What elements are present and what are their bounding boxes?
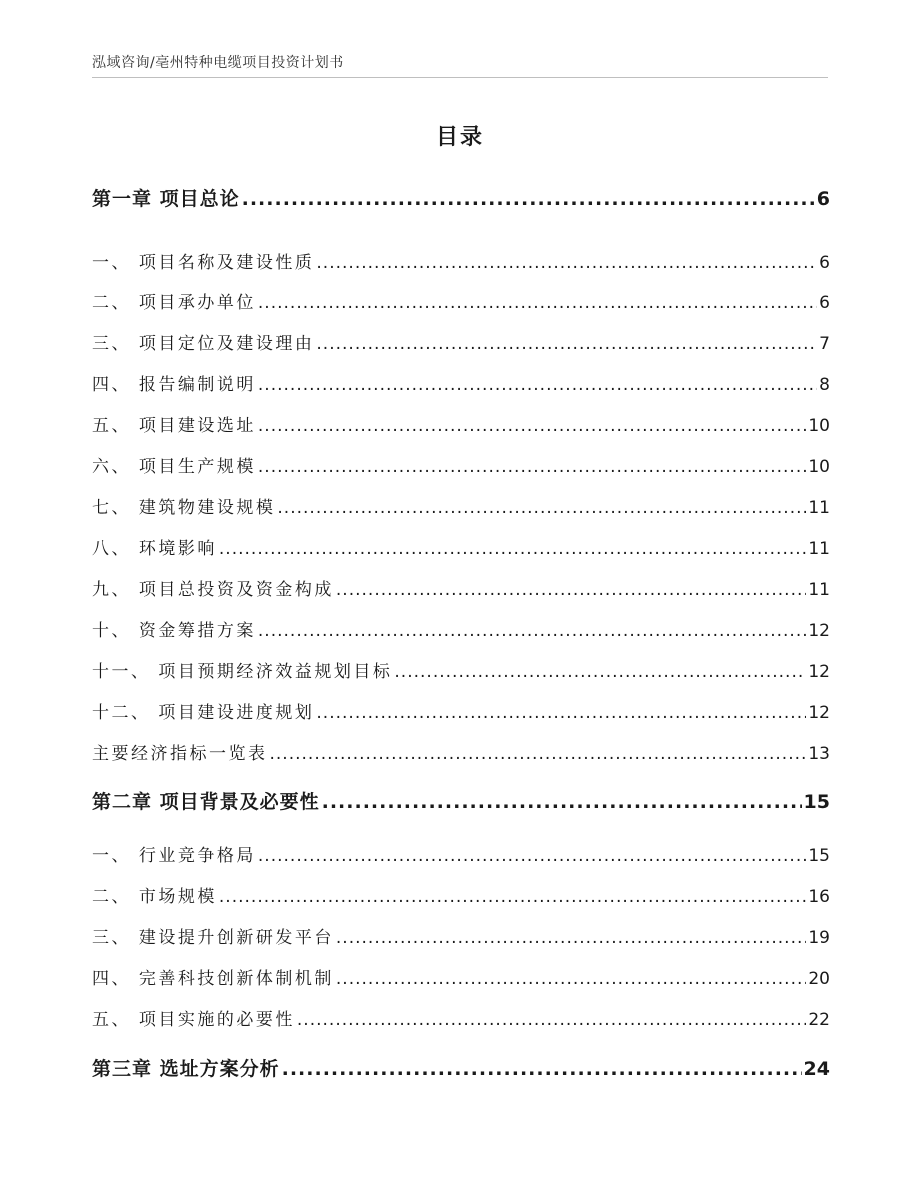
dot-leader [219,887,806,907]
toc-entry-label: 一、 项目名称及建设性质 [92,253,315,273]
toc-entry-page: 13 [808,744,830,764]
toc-entry-page: 24 [803,1058,830,1080]
toc-entry[interactable] [92,1005,830,1030]
dot-leader [316,334,817,354]
toc-entry-label: 九、 项目总投资及资金构成 [92,580,334,600]
toc-entry[interactable] [92,575,830,600]
toc-entry-label: 十二、 项目建设进度规划 [92,703,315,723]
toc-entry-page: 7 [819,334,830,354]
toc-entry-page: 11 [808,580,830,600]
toc-entry[interactable] [92,657,830,682]
toc-entry[interactable] [92,964,830,989]
dot-leader [277,498,806,518]
toc-entry-page: 20 [808,969,830,989]
toc-entry-label: 七、 建筑物建设规模 [92,498,276,518]
dot-leader [336,580,806,600]
dot-leader [336,928,806,948]
toc-entry-label: 第一章 项目总论 [92,188,240,210]
toc-entry-page: 10 [808,416,830,436]
toc-entry-page: 11 [808,539,830,559]
toc-title: 目录 [435,125,484,150]
toc-entry[interactable] [92,616,830,641]
toc-entry-page: 19 [808,928,830,948]
dot-leader [258,293,817,313]
toc-entry-label: 主要经济指标一览表 [92,744,268,764]
dot-leader [258,846,806,866]
dot-leader [258,375,817,395]
toc-entry-page: 15 [808,846,830,866]
toc-entry[interactable] [92,534,830,559]
dot-leader [242,188,815,210]
toc-entry-label: 十、 资金筹措方案 [92,621,256,641]
toc-entry-label: 二、 市场规模 [92,887,217,907]
toc-entry-label: 十一、 项目预期经济效益规划目标 [92,662,393,682]
toc-entry-page: 16 [808,887,830,907]
dot-leader [270,744,807,764]
table-of-contents [92,0,830,1191]
toc-entry[interactable] [92,493,830,518]
dot-leader [394,662,806,682]
dot-leader [258,457,806,477]
toc-entry-page: 6 [819,253,830,273]
toc-entry-chapter-1[interactable] [92,184,830,211]
dot-leader [316,253,817,273]
toc-entry-page: 22 [808,1010,830,1030]
toc-entry-page: 6 [816,188,830,210]
toc-entry-label: 五、 项目实施的必要性 [92,1010,295,1030]
toc-entry-label: 四、 报告编制说明 [92,375,256,395]
toc-entry-page: 6 [819,293,830,313]
toc-entry[interactable] [92,739,830,764]
dot-leader [316,703,806,723]
toc-entry[interactable] [92,411,830,436]
toc-entry[interactable] [92,452,830,477]
toc-entry-page: 12 [808,662,830,682]
toc-entry-chapter-2[interactable] [92,787,830,814]
toc-entry-label: 五、 项目建设选址 [92,416,256,436]
toc-entry[interactable] [92,248,830,273]
toc-entry-label: 六、 项目生产规模 [92,457,256,477]
toc-entry[interactable] [92,882,830,907]
document-header: 泓域咨询/亳州特种电缆项目投资计划书 [92,55,344,71]
toc-entry[interactable] [92,698,830,723]
toc-entry-page: 12 [808,703,830,723]
toc-entry-label: 一、 行业竞争格局 [92,846,256,866]
toc-entry-page: 8 [819,375,830,395]
toc-entry[interactable] [92,370,830,395]
toc-entry-label: 三、 建设提升创新研发平台 [92,928,334,948]
toc-entry[interactable] [92,841,830,866]
toc-entry-label: 第二章 项目背景及必要性 [92,791,320,813]
toc-entry-page: 11 [808,498,830,518]
dot-leader [258,621,806,641]
toc-entry-label: 第三章 选址方案分析 [92,1058,280,1080]
toc-entry-label: 二、 项目承办单位 [92,293,256,313]
dot-leader [258,416,806,436]
dot-leader [322,791,802,813]
toc-entry[interactable] [92,288,830,313]
toc-entry-page: 12 [808,621,830,641]
toc-entry-chapter-3[interactable] [92,1054,830,1081]
toc-entry-page: 10 [808,457,830,477]
toc-entry[interactable] [92,923,830,948]
dot-leader [219,539,806,559]
dot-leader [297,1010,806,1030]
toc-entry-label: 三、 项目定位及建设理由 [92,334,315,354]
toc-entry[interactable] [92,329,830,354]
dot-leader [336,969,806,989]
toc-entry-label: 八、 环境影响 [92,539,217,559]
toc-entry-page: 15 [803,791,830,813]
dot-leader [282,1058,802,1080]
toc-entry-label: 四、 完善科技创新体制机制 [92,969,334,989]
